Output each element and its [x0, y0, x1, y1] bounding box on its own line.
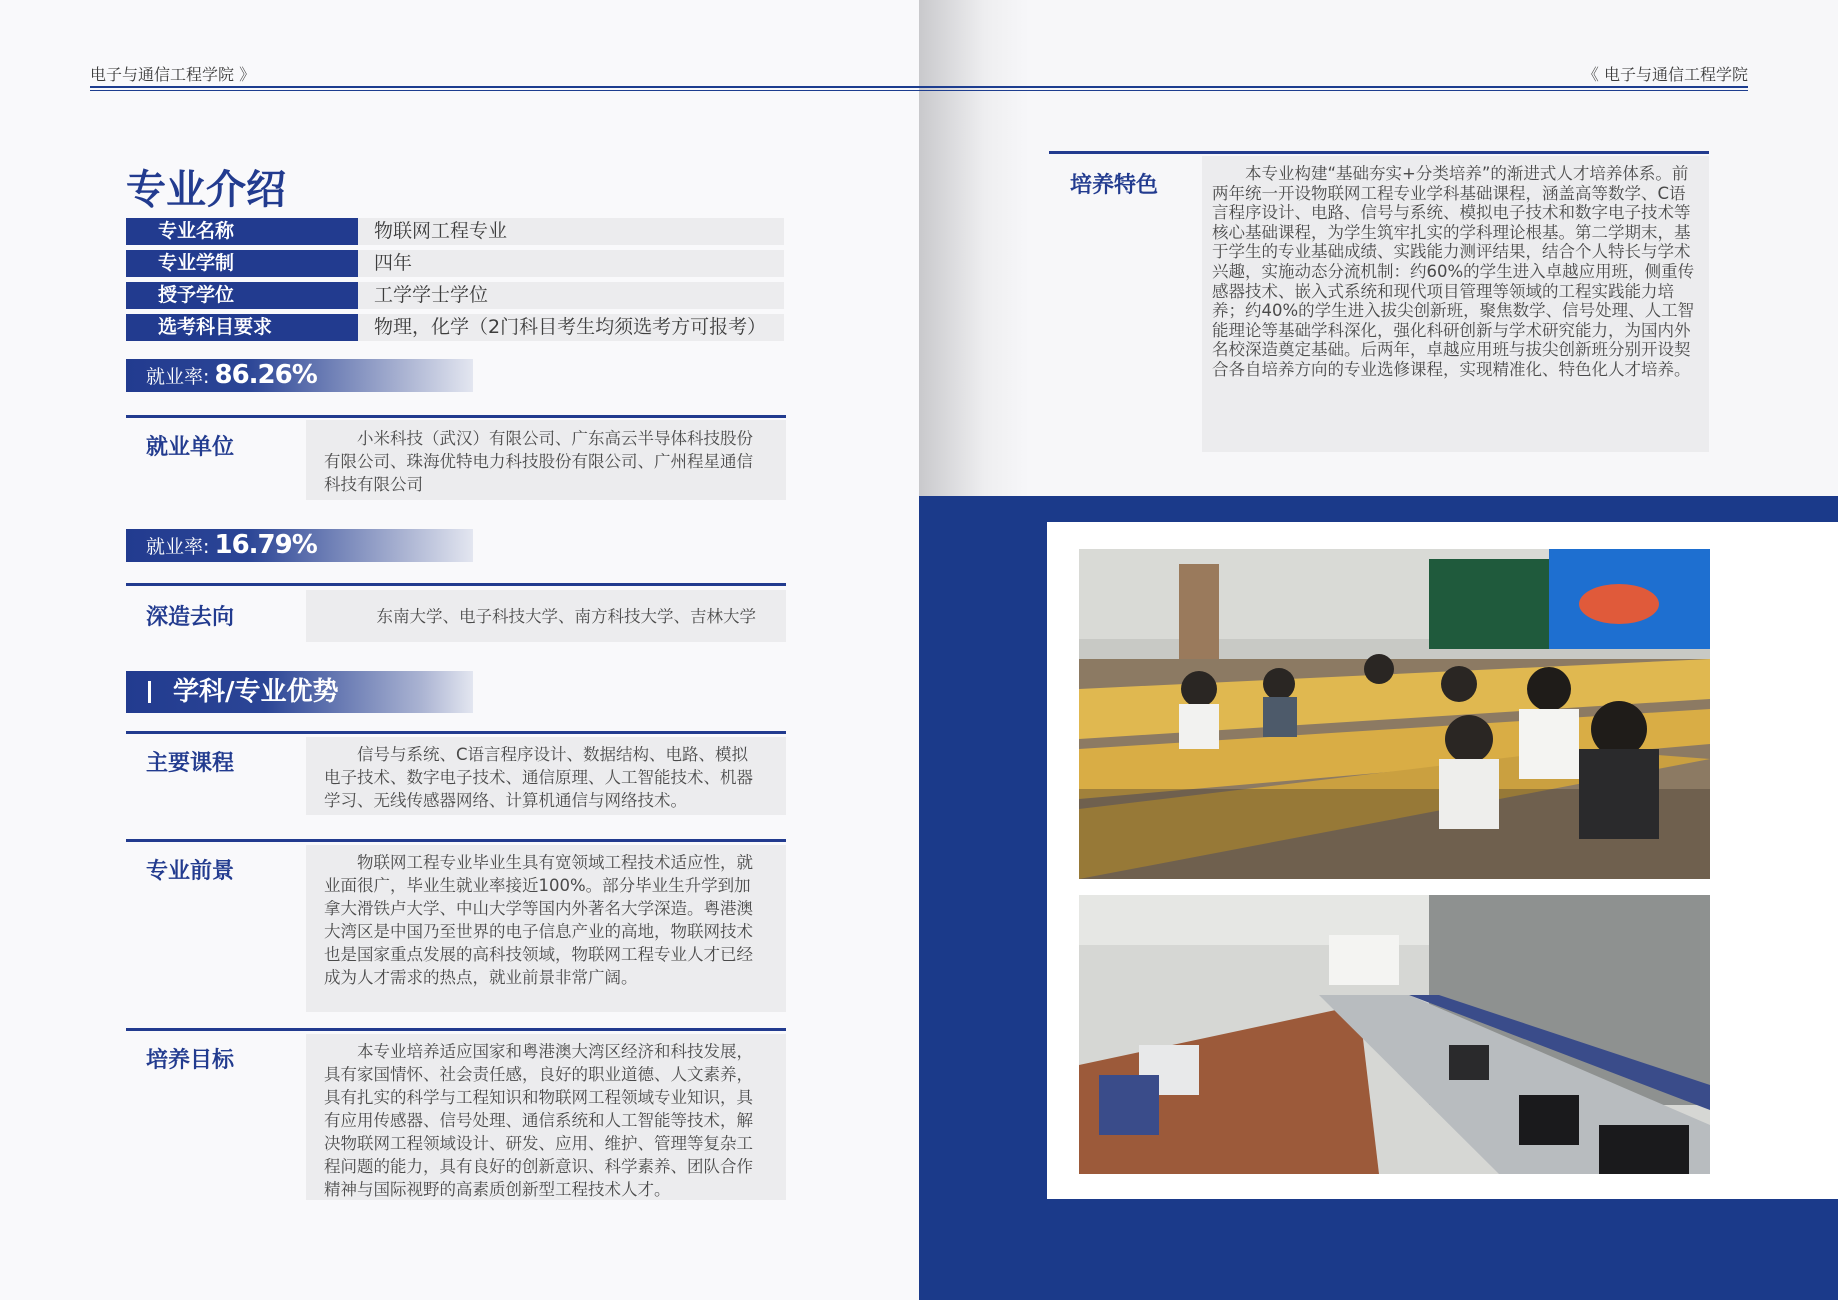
goals-text: 本专业培养适应国家和粤港澳大湾区经济和科技发展，具有家国情怀、社会责任感，良好的职业道德、人文素养，具有扎实的科学与工程知识和物联网工程领域专业知识，具有应用传感器、信号处理、通信系统和人工智能等技术，解决物联网工程领域设计、研发、应用、维护、管理等复杂工程问题的能力，具有良好的创新意识、科学素养、团队合作精神与国际视野的高素质创新型工程技术人才。: [306, 1034, 786, 1200]
info-value: 物理，化学（2门科目考生均须选考方可报考）: [358, 314, 784, 341]
info-label: 选考科目要求: [126, 314, 358, 341]
features-text: 本专业构建“基础夯实+分类培养”的渐进式人才培养体系。前两年统一开设物联网工程专业学科基础课程，涵盖高等数学、C语言程序设计、电路、信号与系统、模拟电子技术和数字电子技术等核心基础课程，为学生筑牢扎实的学科理论根基。第二学期末，基于学生的专业基础成绩、实践能力测评结果，结合个人特长与学术兴趣，实施动态分流机制：约60%的学生进入卓越应用班，侧重传感器技术、嵌入式系统和现代项目管理等领域的工程实践能力培养；约40%的学生进入拔尖创新班，聚焦数学、信号处理、人工智能理论等基础学科深化，强化科研创新与学术研究能力，为国内外名校深造奠定基础。后两年，卓越应用班与拔尖创新班分别开设契合各自培养方向的专业选修课程，实现精准化、特色化人才培养。: [1202, 156, 1709, 452]
info-value: 工学学士学位: [358, 282, 784, 309]
features-label: 培养特色: [1070, 173, 1159, 198]
header-rule-thin: [90, 90, 1748, 91]
further-rate-label: 就业率:: [146, 536, 210, 558]
info-row: [126, 314, 784, 341]
further-rate-value: 16.79%: [214, 530, 317, 560]
employment-rate-bar: [126, 359, 473, 392]
section-rule: [126, 839, 786, 842]
courses-label: 主要课程: [146, 751, 235, 776]
header-right: 《 电子与通信工程学院: [1582, 65, 1748, 84]
lab-photo: [1079, 895, 1710, 1174]
prospects-text: 物联网工程专业毕业生具有宽领域工程技术适应性，就业面很广，毕业生就业率接近100%。部分毕业生升学到加拿大滑铁卢大学、中山大学等国内外著名大学深造。粤港澳大湾区是中国乃至世界的电子信息产业的高地，物联网技术也是国家重点发展的高科技领域，物联网工程专业人才已经成为人才需求的热点，就业前景非常广阔。: [306, 845, 786, 1012]
info-row: [126, 218, 784, 245]
info-label: 专业名称: [126, 218, 358, 245]
section-rule: [126, 583, 786, 586]
further-study-label: 深造去向: [146, 605, 235, 630]
further-rate-bar: [126, 529, 473, 562]
employment-rate-label: 就业率:: [146, 366, 210, 388]
info-row: [126, 250, 784, 277]
section-rule: [126, 1028, 786, 1031]
section-rule: [126, 731, 786, 734]
section-rule: [126, 415, 786, 418]
page-gutter-shadow: [919, 0, 1029, 500]
info-value: 物联网工程专业: [358, 218, 784, 245]
advantage-heading-text: 学科/专业优势: [173, 677, 339, 707]
info-row: [126, 282, 784, 309]
heading-bar: [148, 681, 151, 703]
header-rule: [90, 86, 1748, 88]
section-rule: [1049, 151, 1709, 154]
courses-text: 信号与系统、C语言程序设计、数据结构、电路、模拟电子技术、数字电子技术、通信原理、人工智能技术、机器学习、无线传感器网络、计算机通信与网络技术。: [306, 737, 786, 815]
employers-label: 就业单位: [146, 435, 235, 460]
page-title: 专业介绍: [126, 167, 286, 213]
employers-text: 小米科技（武汉）有限公司、广东高云半导体科技股份有限公司、珠海优特电力科技股份有限公司、广州程星通信科技有限公司: [306, 420, 786, 500]
employment-rate-value: 86.26%: [214, 360, 317, 390]
classroom-photo-graphic: [1079, 549, 1710, 879]
header-left: 电子与通信工程学院 》: [90, 65, 256, 84]
further-study-text: 东南大学、电子科技大学、南方科技大学、吉林大学: [306, 590, 786, 642]
info-value: 四年: [358, 250, 784, 277]
lab-photo-graphic: [1079, 895, 1710, 1174]
prospects-label: 专业前景: [146, 859, 235, 884]
info-label: 专业学制: [126, 250, 358, 277]
goals-label: 培养目标: [146, 1048, 235, 1073]
advantage-heading: [126, 671, 473, 713]
info-label: 授予学位: [126, 282, 358, 309]
classroom-photo: [1079, 549, 1710, 879]
